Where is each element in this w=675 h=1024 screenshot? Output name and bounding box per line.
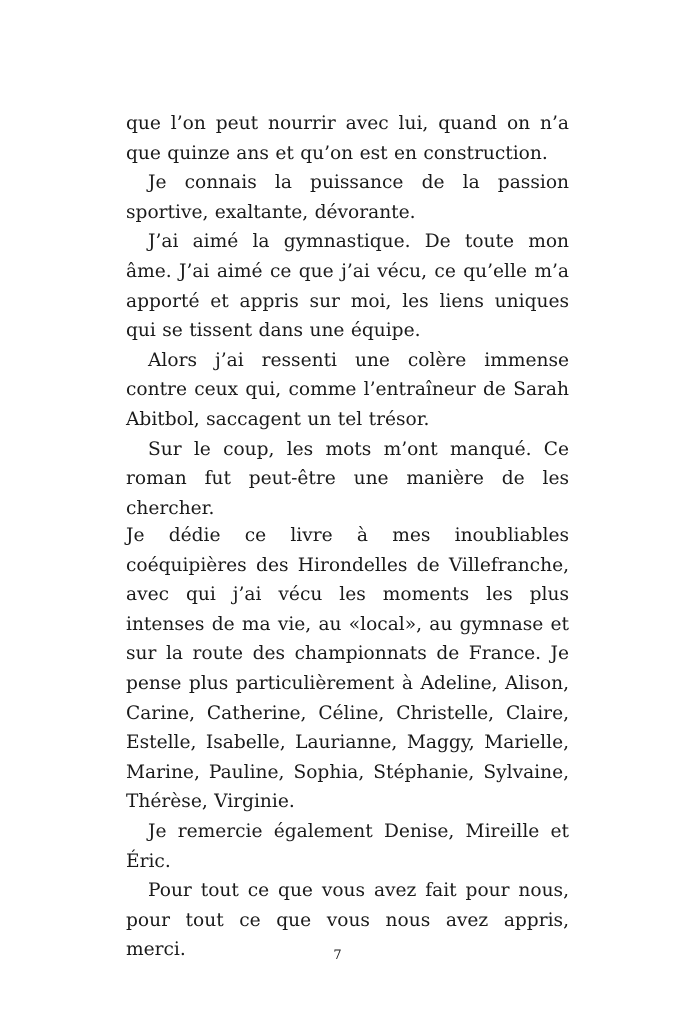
dedication-paragraph: Je dédie ce livre à mes inoubliables coéquipières des Hirondelles de Villefranche, avec qui j’ai vécu les moments les plus intenses de ma vie, au «local», au gymnase et sur la route des championnats de France. Je pense plus particulièrement à Adeline, Alison, Carine, Catherine, Céline, Christelle, Claire, Estelle, Isabelle, Laurianne, Maggy, Marielle, Marine, Pauline, Sophia, Stéphanie, Sylvaine, Thérèse, Virginie. xyxy=(126,525,569,813)
paragraph: Alors j’ai ressenti une colère immense contre ceux qui, comme l’entraîneur de Sarah Abitbol, saccagent un tel trésor. xyxy=(126,349,569,430)
paragraph-continuation: que l’on peut nourrir avec lui, quand on n’a que quinze ans et qu’on est en construction. xyxy=(126,113,569,164)
page-number: 7 xyxy=(333,948,342,963)
paragraph: Sur le coup, les mots m’ont manqué. Ce roman fut peut-être une manière de les chercher. xyxy=(126,438,569,519)
paragraph: Pour tout ce que vous avez fait pour nous, pour tout ce que vous nous avez appris, merci. xyxy=(126,880,569,961)
paragraph: J’ai aimé la gymnastique. De toute mon âme. J’ai aimé ce que j’ai vécu, ce qu’elle m’a apporté et appris sur moi, les liens uniques qui se tissent dans une équipe. xyxy=(126,231,569,342)
text-section-1 xyxy=(126,109,569,523)
paragraph: Je connais la puissance de la passion sportive, exaltante, dévorante. xyxy=(126,172,569,223)
text-section-2-dedication xyxy=(126,521,569,965)
paragraph: Je remercie également Denise, Mireille et Éric. xyxy=(126,820,569,872)
